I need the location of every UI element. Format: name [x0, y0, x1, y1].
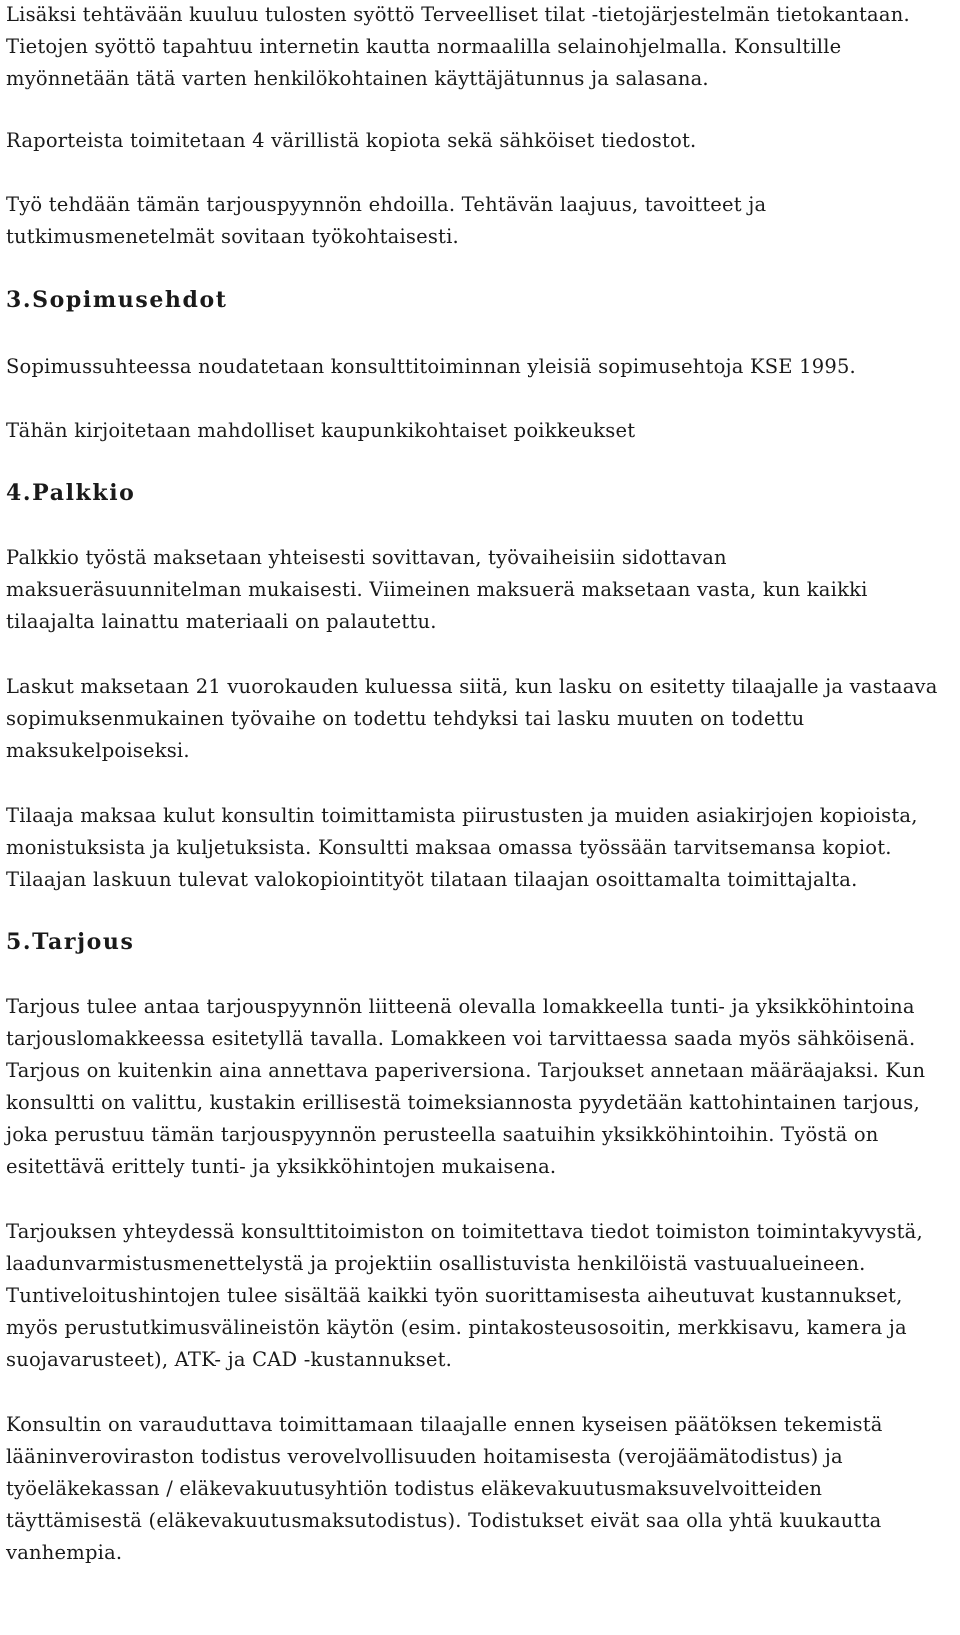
paragraph-line: Laskut maksetaan 21 vuorokauden kuluessa siitä, kun lasku on esitetty tilaajalle ja vastaava	[6, 675, 938, 698]
paragraph-line: täyttämisestä (eläkevakuutusmaksutodistus). Todistukset eivät saa olla yhtä kuukautta	[6, 1509, 882, 1532]
paragraph-line: maksueräsuunnitelman mukaisesti. Viimeinen maksuerä maksetaan vasta, kun kaikki	[6, 578, 868, 601]
paragraph-line: Konsultin on varauduttava toimittamaan tilaajalle ennen kyseisen päätöksen tekemistä	[6, 1413, 883, 1436]
paragraph-line: Tilaaja maksaa kulut konsultin toimittamista piirustusten ja muiden asiakirjojen kopioista,	[6, 804, 918, 827]
paragraph-line: monistuksista ja kuljetuksista. Konsultti maksaa omassa työssään tarvitsemansa kopiot.	[6, 836, 892, 859]
paragraph-line: Tarjous on kuitenkin aina annettava paperiversiona. Tarjoukset annetaan määräajaksi. Kun	[6, 1059, 926, 1082]
paragraph-line: laadunvarmistusmenettelystä ja projektiin osallistuvista henkilöistä vastuualueineen.	[6, 1252, 866, 1275]
paragraph-line: tarjouslomakkeessa esitetyllä tavalla. Lomakkeen voi tarvittaessa saada myös sähköisenä.	[6, 1027, 916, 1050]
paragraph-line: sopimuksenmukainen työvaihe on todettu tehdyksi tai lasku muuten on todettu	[6, 707, 805, 730]
paragraph-line: Tarjouksen yhteydessä konsulttitoimiston on toimitettava tiedot toimiston toimintakyvystä,	[6, 1220, 923, 1243]
paragraph-line: konsultti on valittu, kustakin erillisestä toimeksiannosta pyydetään kattohintainen tarjous,	[6, 1091, 920, 1114]
section-heading-tarjous: 5.Tarjous	[6, 929, 135, 955]
paragraph-line: Lisäksi tehtävään kuuluu tulosten syöttö Terveelliset tilat -tietojärjestelmän tietokantaan.	[6, 3, 910, 26]
paragraph-line: maksukelpoiseksi.	[6, 739, 190, 762]
paragraph-line: joka perustuu tämän tarjouspyynnön perusteella saatuihin yksikköhintoihin. Työstä on	[6, 1123, 879, 1146]
paragraph-line: Tarjous tulee antaa tarjouspyynnön liitteenä olevalla lomakkeella tunti- ja yksikköhintoina	[6, 995, 915, 1018]
paragraph-line: Sopimussuhteessa noudatetaan konsulttitoiminnan yleisiä sopimusehtoja KSE 1995.	[6, 355, 856, 378]
paragraph-line: esitettävä erittely tunti- ja yksikköhintojen mukaisena.	[6, 1155, 557, 1178]
paragraph-line: myönnetään tätä varten henkilökohtainen käyttäjätunnus ja salasana.	[6, 67, 709, 90]
paragraph-line: Raporteista toimitetaan 4 värillistä kopiota sekä sähköiset tiedostot.	[6, 129, 697, 152]
paragraph-line: tilaajalta lainattu materiaali on palautettu.	[6, 610, 437, 633]
paragraph-line: suojavarusteet), ATK- ja CAD -kustannukset.	[6, 1348, 453, 1371]
section-heading-sopimusehdot: 3.Sopimusehdot	[6, 287, 228, 313]
paragraph-line: Tilaajan laskuun tulevat valokopiointityöt tilataan tilaajan osoittamalta toimittajalta.	[6, 868, 858, 891]
paragraph-line: Tähän kirjoitetaan mahdolliset kaupunkikohtaiset poikkeukset	[6, 419, 636, 442]
paragraph-line: myös perustutkimusvälineistön käytön (esim. pintakosteusosoitin, merkkisavu, kamera ja	[6, 1316, 907, 1339]
paragraph-line: tutkimusmenetelmät sovitaan työkohtaisesti.	[6, 225, 459, 248]
paragraph-line: vanhempia.	[6, 1541, 123, 1564]
section-heading-palkkio: 4.Palkkio	[6, 480, 136, 506]
paragraph-line: työeläkekassan / eläkevakuutusyhtiön todistus eläkevakuutusmaksuvelvoitteiden	[6, 1477, 823, 1500]
paragraph-line: Palkkio työstä maksetaan yhteisesti sovittavan, työvaiheisiin sidottavan	[6, 546, 727, 569]
paragraph-line: lääninveroviraston todistus verovelvollisuuden hoitamisesta (verojäämätodistus) ja	[6, 1445, 843, 1468]
paragraph-line: Tietojen syöttö tapahtuu internetin kautta normaalilla selainohjelmalla. Konsultille	[6, 35, 842, 58]
paragraph-line: Työ tehdään tämän tarjouspyynnön ehdoilla. Tehtävän laajuus, tavoitteet ja	[6, 193, 767, 216]
paragraph-line: Tuntiveloitushintojen tulee sisältää kaikki työn suorittamisesta aiheutuvat kustannukset,	[6, 1284, 903, 1307]
